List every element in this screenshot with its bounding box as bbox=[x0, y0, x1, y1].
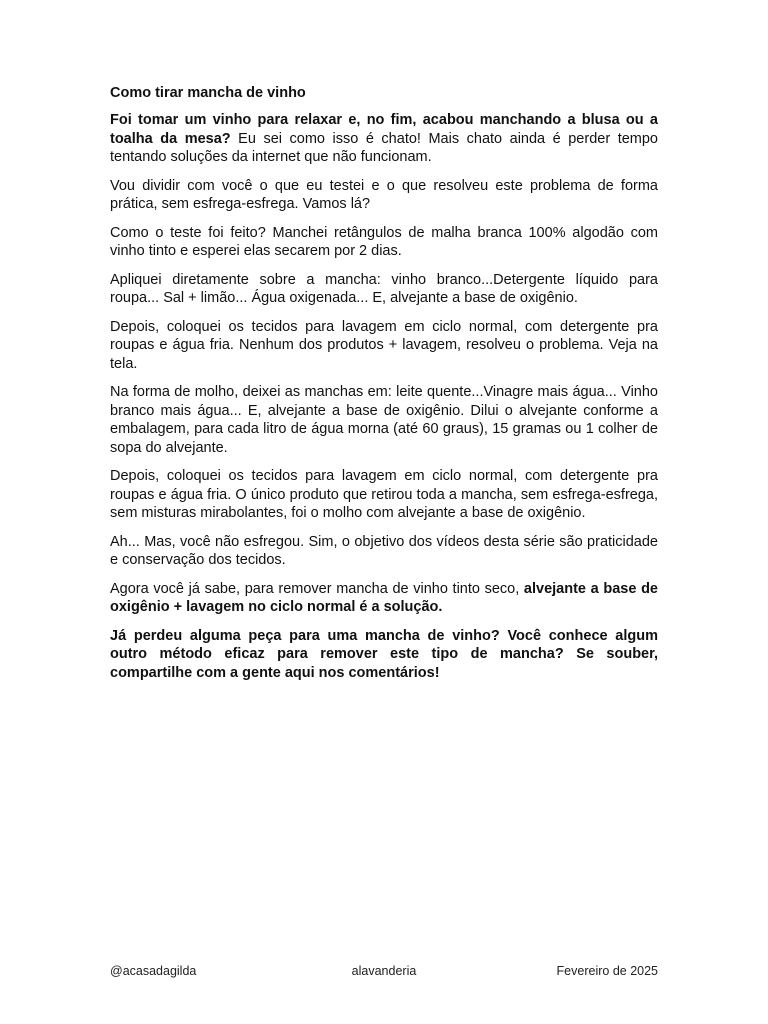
conclusion-text: Agora você já sabe, para remover mancha de vinho tinto seco, bbox=[110, 580, 524, 597]
paragraph-no-scrub: Ah... Mas, você não esfregou. Sim, o objetivo dos vídeos desta série são praticidade e conservação dos tecidos. bbox=[110, 533, 658, 568]
paragraph-intro bbox=[110, 111, 658, 167]
paragraph-wash-result-1: Depois, coloquei os tecidos para lavagem em ciclo normal, com detergente pra roupas e água fria. Nenhum dos produtos + lavagem, resolveu o problema. Veja na tela. bbox=[110, 318, 658, 372]
paragraph-test-method: Como o teste foi feito? Manchei retângulos de malha branca 100% algodão com vinho tinto e esperei elas secarem por 2 dias. bbox=[110, 224, 658, 259]
paragraph-soak: Na forma de molho, deixei as manchas em: leite quente...Vinagre mais água... Vinho branco mais água... E, alvejante a base de oxigênio. Dilui o alvejante conforme a embalagem, para cada litro de água morna (até 60 graus), 15 gramas ou 1 colher de sopa do alvejante. bbox=[110, 384, 658, 456]
page-footer bbox=[110, 964, 658, 982]
intro-text: Eu sei como isso é chato! Mais chato ainda é perder tempo tentando soluções da internet que não funcionam. bbox=[110, 130, 658, 165]
paragraph-wash-result-2: Depois, coloquei os tecidos para lavagem em ciclo normal, com detergente pra roupas e água fria. O único produto que retirou toda a mancha, sem esfrega-esfrega, sem misturas mirabolantes, foi o molho com alvejante a base de oxigênio. bbox=[110, 468, 658, 521]
document-body bbox=[110, 84, 658, 692]
conclusion-bold-text: alvejante a base de oxigênio + lavagem no ciclo normal é a solução. bbox=[110, 580, 658, 615]
footer-handle: @acasadagilda bbox=[110, 964, 197, 978]
paragraph-conclusion bbox=[110, 580, 658, 617]
paragraph-call-to-action bbox=[110, 627, 658, 683]
footer-brand: alavanderia bbox=[351, 964, 417, 978]
footer-date: Fevereiro de 2025 bbox=[556, 964, 658, 978]
document-title: Como tirar mancha de vinho bbox=[110, 85, 306, 101]
paragraph-share: Vou dividir com você o que eu testei e o que resolveu este problema de forma prática, sem esfrega-esfrega. Vamos lá? bbox=[110, 177, 658, 212]
intro-bold-text: Foi tomar um vinho para relaxar e, no fim, acabou manchando a blusa ou a toalha da mesa? bbox=[110, 112, 658, 147]
call-to-action-text: Já perdeu alguma peça para uma mancha de vinho? Você conhece algum outro método eficaz para remover este tipo de mancha? Se souber, compartilhe com a gente aqui nos comentários! bbox=[110, 627, 658, 681]
paragraph-direct-application: Apliquei diretamente sobre a mancha: vinho branco...Detergente líquido para roupa... Sal + limão... Água oxigenada... E, alvejante a base de oxigênio. bbox=[110, 271, 658, 306]
